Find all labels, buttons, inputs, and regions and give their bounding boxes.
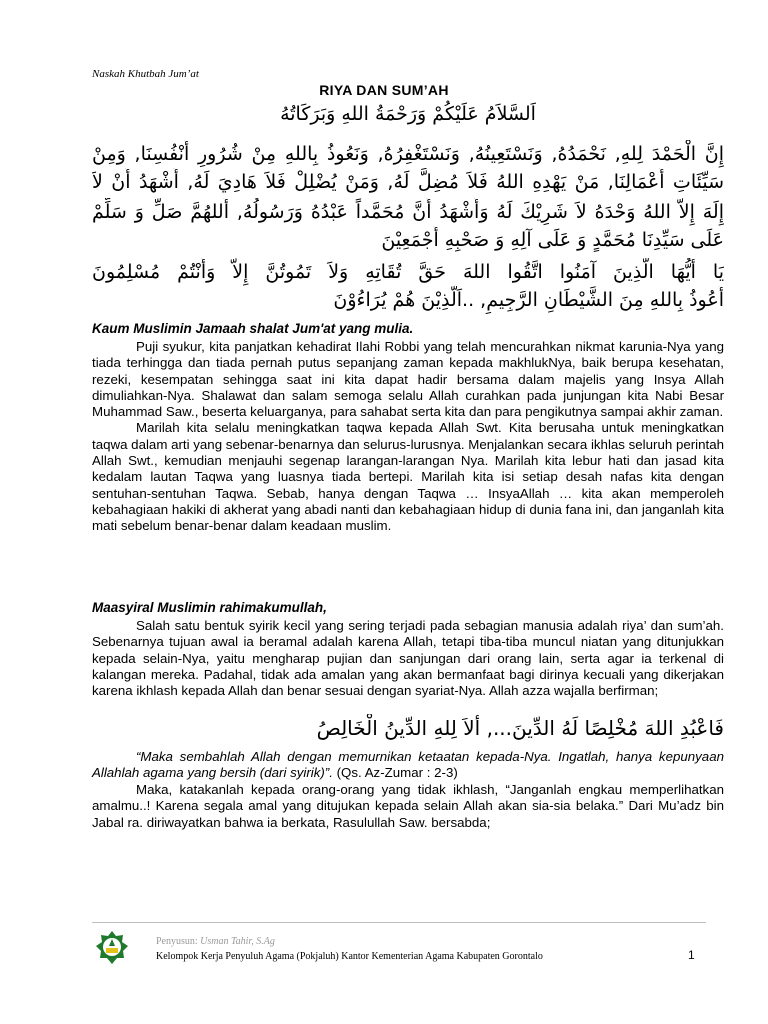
section-1-body: [92, 339, 724, 535]
arabic-line-6: أَعُوذُ بِاللهِ مِنَ الشَّيْطَانِ الرَّجِيمِ, ..اَلَّذِيْنَ هُمْ يُرَاءُوْنَ: [333, 289, 724, 311]
arabic-verse: فَاعْبُدِ اللهَ مُخْلِصًا لَهُ الدِّينَ..., أَلاَ لِلهِ الدِّينُ الْخَالِصُ: [316, 716, 724, 740]
section-heading-2: Maasyiral Muslimin rahimakumullah,: [92, 600, 327, 615]
verse-translation: [92, 749, 724, 782]
ministry-logo-icon: [94, 930, 130, 966]
paragraph: Maka, katakanlah kepada orang-orang yang tidak ikhlash, “Janganlah engkau memperlihatkan amalmu..! Karena segala amal yang ditujukan kepada selain Allah akan sia-sia belaka.” Dari Mu’adz bin Jabal ra. diriwayatkan bahwa ia berkata, Rasulullah Saw. bersabda;: [92, 782, 724, 830]
arabic-salam: اَلسَّلاَمُ عَلَيْكُمْ وَرَحْمَةُ اللهِ وَبَرَكَاتُهُ: [280, 103, 536, 125]
arabic-line-1: إِنَّ الْحَمْدَ لِلهِ, نَحْمَدُهُ, وَنَسْتَعِينُهُ, وَنَسْتَغْفِرُهُ, وَنَعُوذُ بِاللهِ مِنْ شُرُورِ أَنْفُسِنَا, وَمِنْ: [92, 143, 724, 165]
author-label: Penyusun:: [156, 936, 201, 947]
section-2-body: [92, 618, 724, 699]
footer-divider: [92, 922, 706, 923]
verse-reference: (Qs. Az-Zumar : 2-3): [332, 765, 458, 781]
paragraph: Marilah kita selalu meningkatkan taqwa kepada Allah Swt. Kita berusaha untuk meningkatkan taqwa dalam arti yang sebenar-benarnya dan selurus-lurusnya. Menjalankan secara ikhlas seluruh perintah Allah Swt., kemudian menjauhi segenap larangan-larangan Nya. Marilah kita lebur hati dan jasad kita kedalam lautan Taqwa yang luasnya tiada bertepi. Marilah kita isi setiap desah nafas kita dengan sentuhan-sentuhan Taqwa. Sebab, hanya dengan Taqwa … InsyaAllah … kita akan memperoleh kebahagiaan hakiki di akherat yang abadi nanti dan kebahagiaan hidup di dunia fana ini, dan janganlah kita mati sebelum benar-benar dalam keadaan muslim.: [92, 420, 724, 534]
section-heading-1: Kaum Muslimin Jamaah shalat Jum'at yang mulia.: [92, 321, 414, 336]
page-title: RIYA DAN SUM’AH: [319, 82, 449, 98]
running-header: Naskah Khutbah Jum’at: [92, 68, 199, 80]
arabic-line-5: يَا أَيُّهَا الَّذِينَ آمَنُوا اتَّقُوا اللهَ حَقَّ تُقَاتِهِ وَلاَ تَمُوتُنَّ إِلاَّ وَأَنْتُمْ مُسْلِمُونَ: [92, 261, 724, 283]
section-2-body-continued: [92, 782, 724, 831]
arabic-line-4: عَلَى سَيِّدِنَا مُحَمَّدٍ وَ عَلَى آلِهِ وَ صَحْبِهِ أَجْمَعِيْنَ: [381, 229, 724, 251]
arabic-line-2: سَيِّئَاتِ أَعْمَالِنَا, مَنْ يَهْدِهِ اللهُ فَلاَ مُضِلَّ لَهُ, وَمَنْ يُضْلِلْ فَلاَ هَادِيَ لَهُ, أَشْهَدُ أَنْ لاَ: [92, 171, 724, 193]
footer-organization: Kelompok Kerja Penyuluh Agama (Pokjaluh) Kantor Kementerian Agama Kabupaten Gorontalo: [156, 951, 543, 962]
page-number: 1: [688, 948, 695, 962]
author-name: Usman Tahir, S.Ag: [200, 936, 275, 947]
translation-text: “Maka sembahlah Allah dengan memurnikan ketaatan kepada-Nya. Ingatlah, hanya kepunyaan Allahlah agama yang bersih (dari syirik)”.: [92, 749, 724, 781]
footer-author: [156, 936, 275, 947]
arabic-line-3: إِلَهَ إِلاَّ اللهُ وَحْدَهُ لاَ شَرِيْكَ لَهُ وَأَشْهَدُ أَنَّ مُحَمَّداً عَبْدُهُ وَرَسُولُهُ, أَللهُمَّ صَلِّ وَ سَلِّمْ: [92, 201, 724, 223]
paragraph: Salah satu bentuk syirik kecil yang sering terjadi pada sebagian manusia adalah riya’ dan sum’ah. Sebenarnya tujuan awal ia beramal adalah karena Allah, tetapi tiba-tiba muncul niatan yang ditunjukkan kepada selain-Nya, yaitu mengharap pujian dan sanjungan dari orang lain, serta agar ia terkenal di kalangan mereka. Padahal, tidak ada amalan yang akan bermanfaat bagi dirinya kecuali yang dikerjakan karena ikhlash kepada Allah dan benar sesuai dengan syariat-Nya. Allah azza wajalla berfirman;: [92, 618, 724, 699]
paragraph: Puji syukur, kita panjatkan kehadirat Ilahi Robbi yang telah mencurahkan nikmat karunia-Nya yang tiada terhingga dan tiada pernah putus sepanjang zaman kepada makhlukNya, baik berupa kesehatan, rezeki, kesempatan sehingga saat ini kita dapat hadir bersama dalam majelis yang Insya Allah dimuliahkan-Nya. Shalawat dan salam semoga selalu Allah curahkan pada junjungan kita Nabi Besar Muhammad Saw., beserta keluarganya, para sahabat serta kita dan para pengikutnya sampai akhir zaman.: [92, 339, 724, 420]
